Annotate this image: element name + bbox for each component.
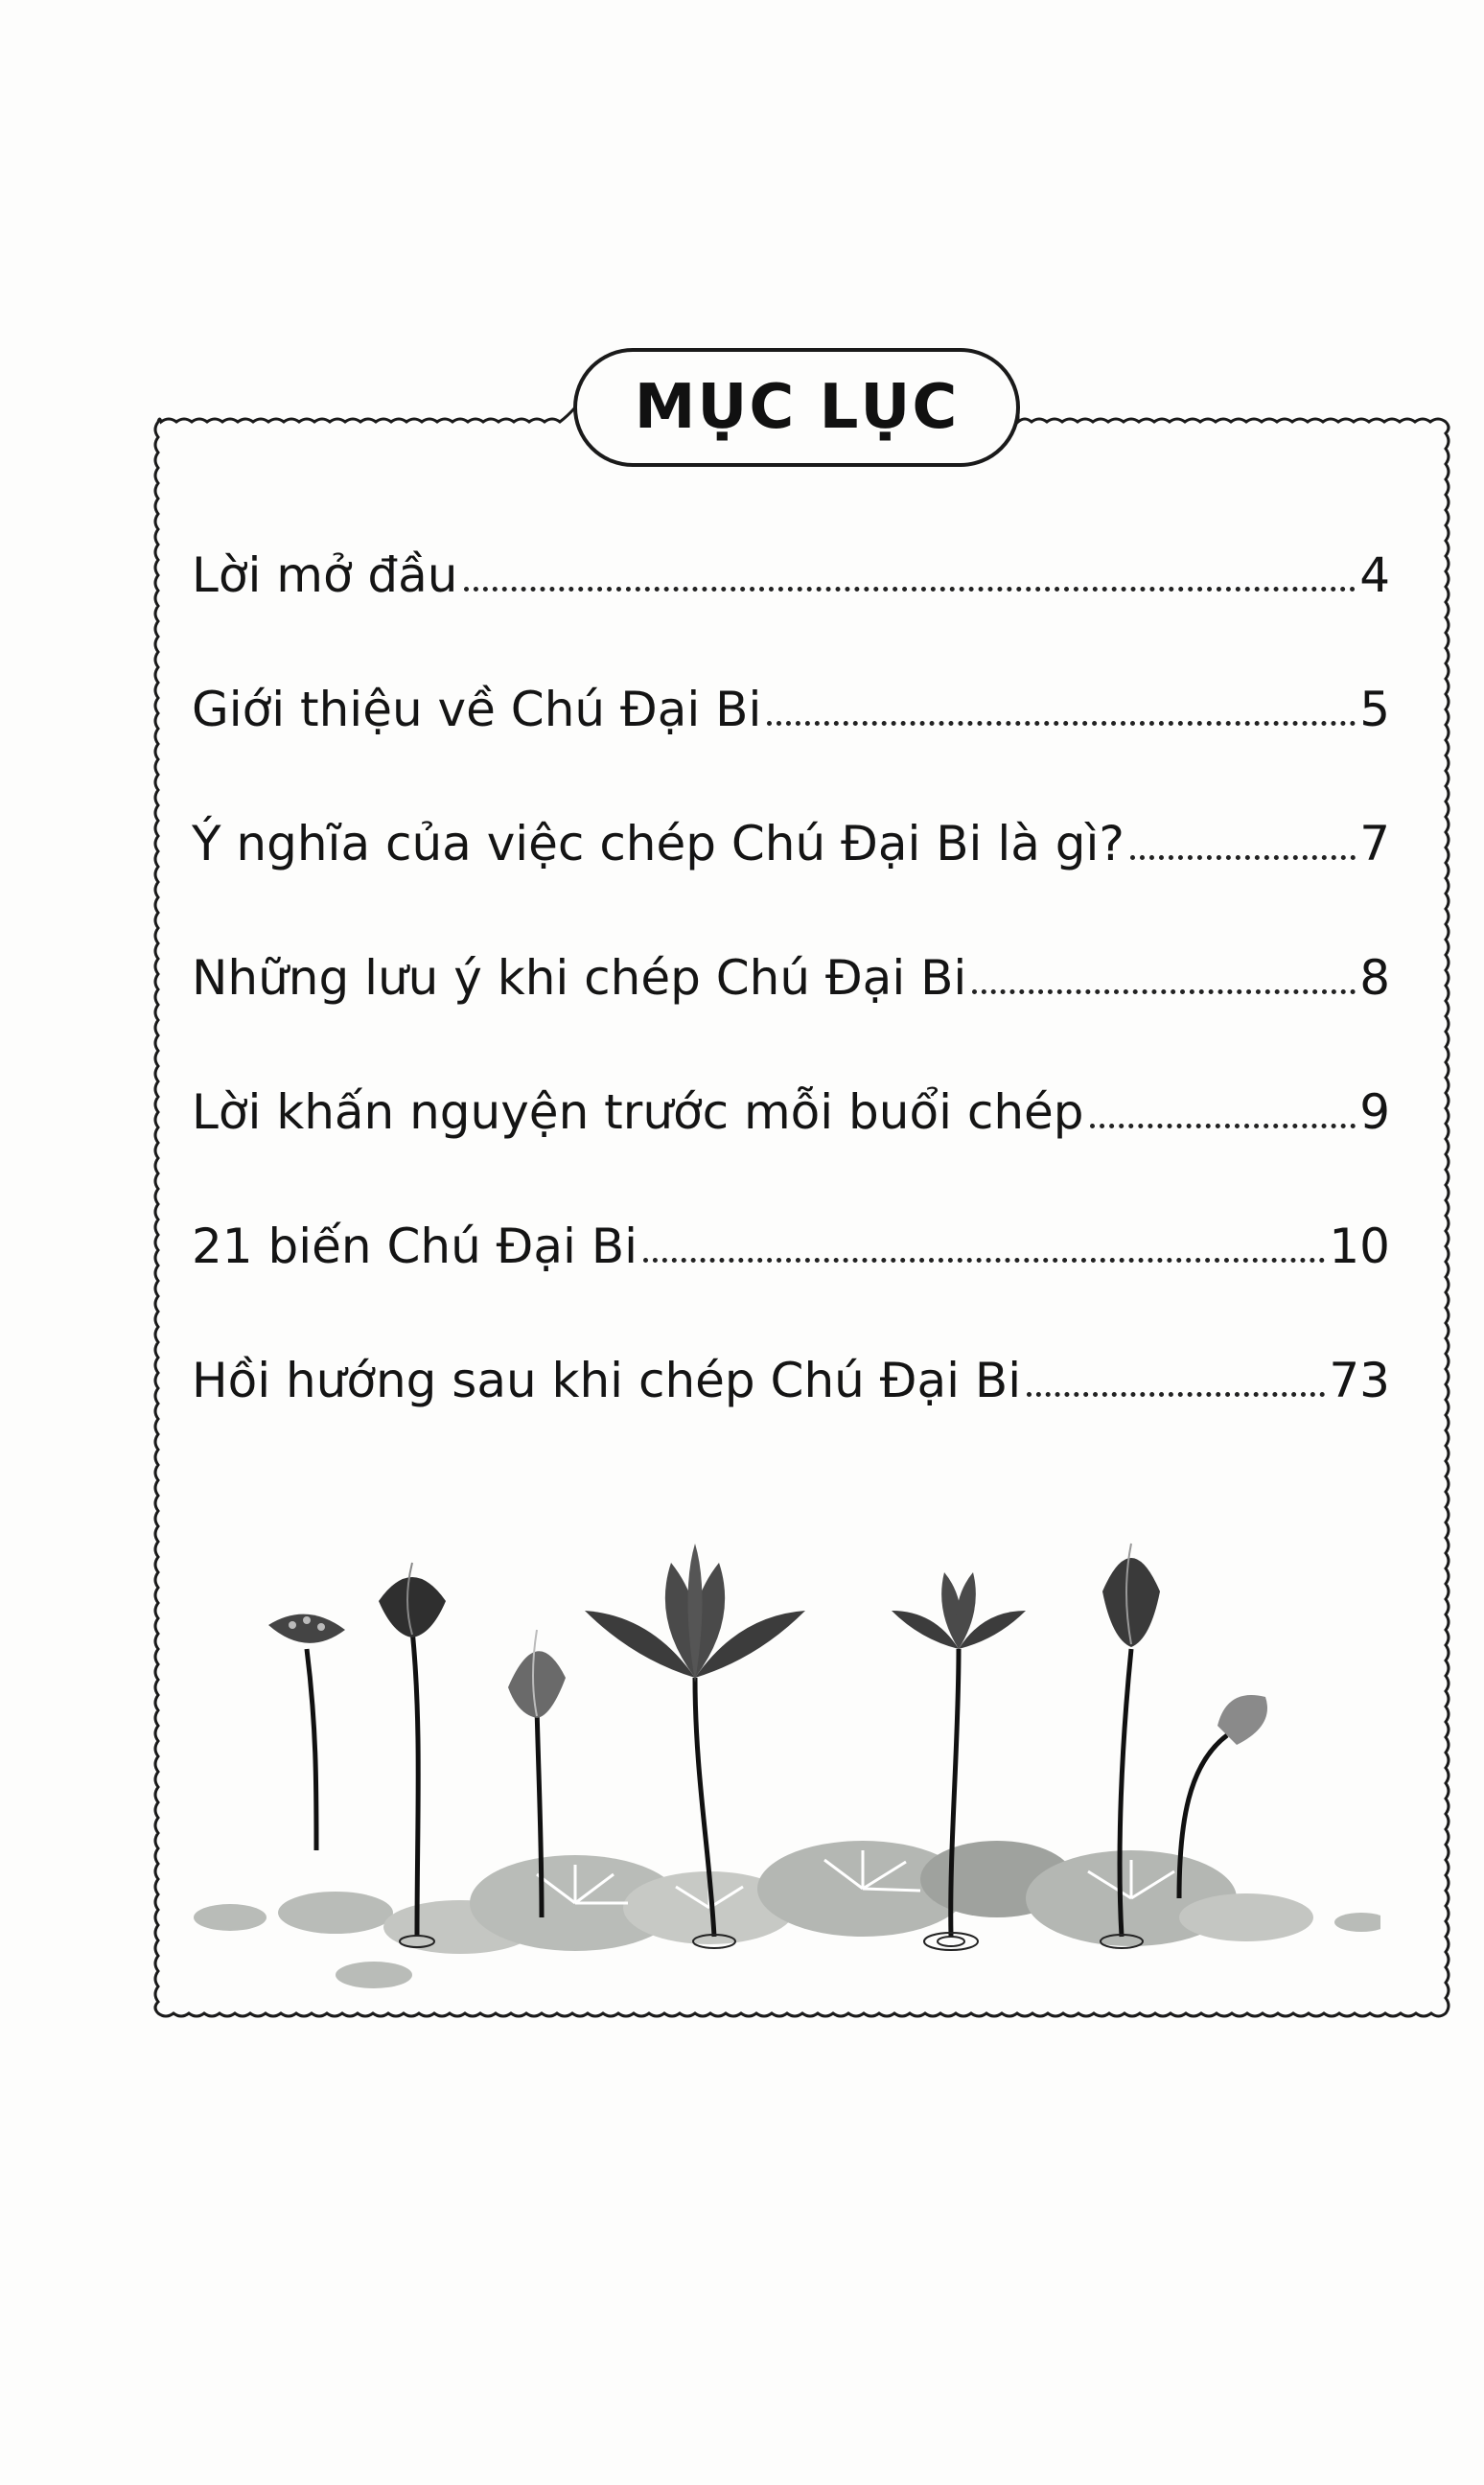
toc-entry[interactable]: [192, 681, 1390, 815]
toc-leader-dots: [1130, 855, 1356, 860]
lily-pad-group: [194, 1841, 1380, 1988]
lotus-bud-icon: [508, 1630, 566, 1718]
toc-entry-label: Những lưu ý khi chép Chú Đại Bi: [192, 950, 967, 1006]
toc-entry-label: Ý nghĩa của việc chép Chú Đại Bi là gì?: [192, 816, 1125, 871]
toc-entry[interactable]: [192, 949, 1390, 1083]
toc-entry[interactable]: [192, 815, 1390, 949]
toc-entry-page: 5: [1359, 682, 1390, 737]
toc-entry[interactable]: [192, 546, 1390, 681]
toc-entry-label: 21 biến Chú Đại Bi: [192, 1219, 638, 1274]
toc-entry-page: 9: [1359, 1084, 1390, 1140]
toc-entry-page: 8: [1359, 950, 1390, 1006]
lotus-bud-icon: [379, 1563, 446, 1637]
title-badge: [575, 350, 1018, 465]
lotus-flower-icon: [892, 1572, 1026, 1649]
toc-entry-page: 7: [1359, 816, 1390, 871]
toc-entry-label: Lời mở đầu: [192, 547, 458, 603]
toc-entry-page: 73: [1329, 1353, 1390, 1408]
toc-leader-dots: [1090, 1124, 1356, 1128]
lotus-bud-icon: [1102, 1544, 1160, 1647]
toc-entry[interactable]: [192, 1083, 1390, 1218]
lotus-pond-illustration: [173, 1534, 1380, 1994]
table-of-contents: [192, 546, 1390, 1486]
toc-entry[interactable]: [192, 1218, 1390, 1352]
toc-leader-dots: [643, 1258, 1325, 1263]
toc-entry-label: Giới thiệu về Chú Đại Bi: [192, 682, 762, 737]
toc-leader-dots: [767, 721, 1356, 726]
toc-entry[interactable]: [192, 1352, 1390, 1486]
lotus-seed-pod-icon: [268, 1614, 345, 1643]
toc-entry-page: 4: [1359, 547, 1390, 603]
lotus-flower-icon: [585, 1544, 805, 1683]
toc-entry-label: Hồi hướng sau khi chép Chú Đại Bi: [192, 1353, 1022, 1408]
toc-entry-page: 10: [1329, 1219, 1390, 1274]
toc-leader-dots: [972, 989, 1356, 994]
toc-entry-label: Lời khấn nguyện trước mỗi buổi chép: [192, 1084, 1084, 1140]
toc-leader-dots: [1027, 1392, 1325, 1397]
page-title: MỤC LỤC: [634, 372, 960, 443]
toc-leader-dots: [464, 587, 1356, 592]
